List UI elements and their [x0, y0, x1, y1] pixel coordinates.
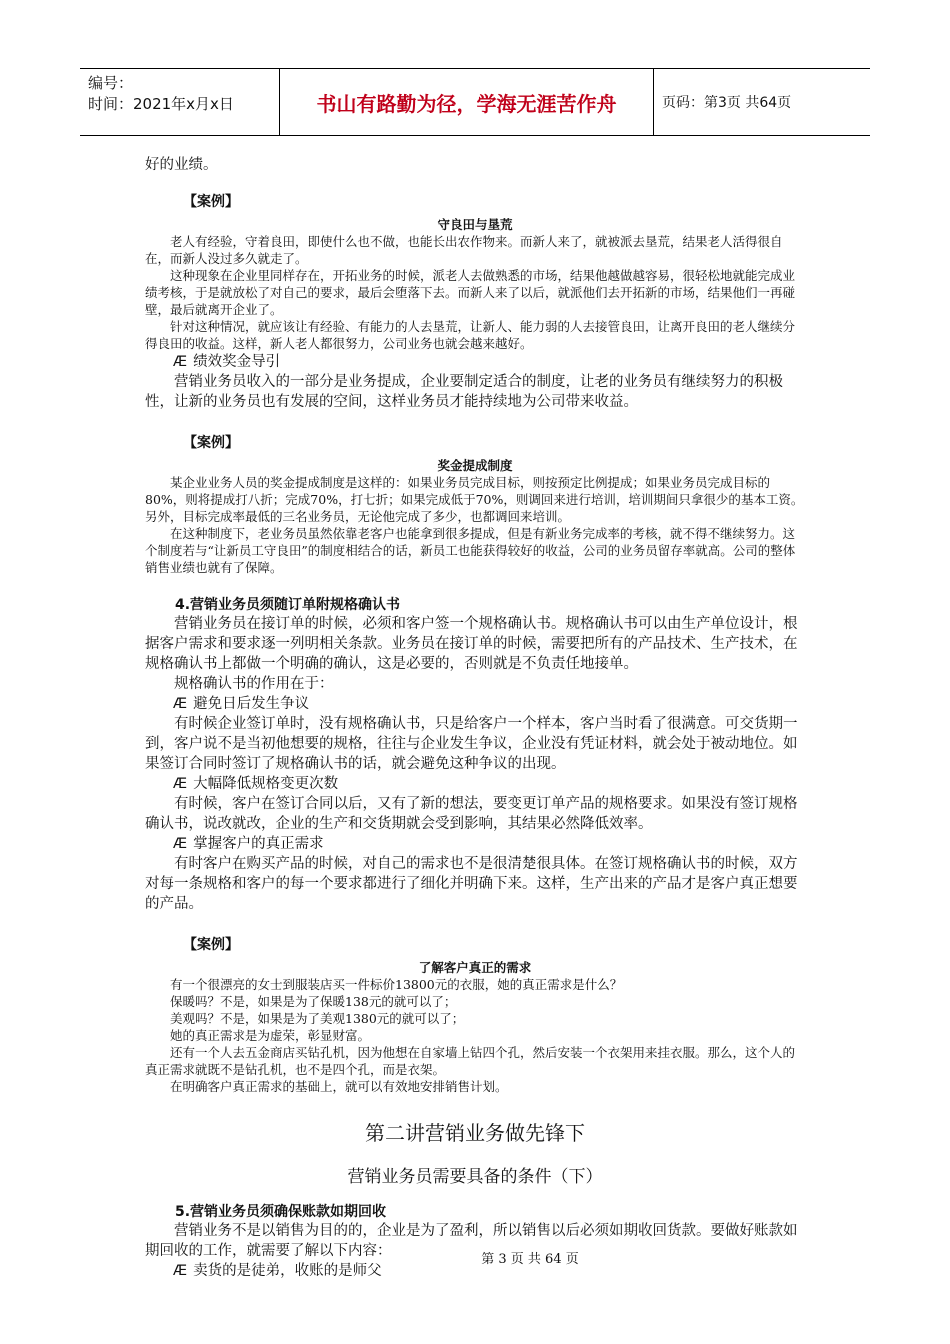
paragraph: 营销业务不是以销售为目的的，企业是为了盈利，所以销售以后必须如期收回货款。要做好账款如期回收的工作，就需要了解以下内容：: [145, 1223, 798, 1259]
case-paragraph: 有一个很漂亮的女士到服装店买一件标价13800元的衣服，她的真正需求是什么？: [170, 977, 623, 992]
case-paragraph: 老人有经验，守着良田，即使什么也不做，也能长出农作物来。而新人来了，就被派去垦荒，结果老人活得很自在，而新人没过多久就走了。: [145, 234, 783, 266]
case-label: 【案例】: [183, 435, 239, 451]
case-paragraph: 在明确客户真正需求的基础上，就可以有效地安排销售计划。: [170, 1079, 508, 1094]
bullet-glyph: Æ: [173, 1263, 188, 1279]
bullet-glyph: Æ: [173, 354, 188, 370]
paragraph: 营销业务员在接订单的时候，必须和客户签一个规格确认书。规格确认书可以由生产单位设计，根据客户需求和要求逐一列明相关条款。业务员在接订单的时候，需要把所有的产品技术、生产技术，在规格确认书上都做一个明确的确认，这是必要的，否则就是不负责任地接单。: [145, 616, 798, 672]
header-meta: [80, 69, 280, 135]
paragraph: 有时候企业签订单时，没有规格确认书，只是给客户一个样本，客户当时看了很满意。可交货期一到，客户说不是当初他想要的规格，往往与企业发生争议，企业没有凭证材料，就会处于被动地位。如果签订合同时签订了规格确认书的话，就会避免这种争议的出现。: [145, 716, 798, 772]
bullet-item: [145, 694, 805, 714]
bullet-glyph: Æ: [173, 836, 188, 852]
lecture-subtitle: 营销业务员需要具备的条件（下）: [347, 1167, 603, 1187]
paragraph: 营销业务员收入的一部分是业务提成，企业要制定适合的制度，让老的业务员有继续努力的积极性，让新的业务员也有发展的空间，这样业务员才能持续地为公司带来收益。: [145, 374, 783, 410]
bullet-item: [145, 352, 805, 372]
bullet-glyph: Æ: [173, 776, 188, 792]
doc-number-label: 编号：: [88, 74, 134, 92]
header-page-label: 页码：第3页 共64页: [662, 95, 792, 111]
case-label: 【案例】: [183, 194, 239, 210]
paragraph: 有时客户在购买产品的时候，对自己的需求也不是很清楚很具体。在签订规格确认书的时候，双方对每一条规格和客户的每一个要求都进行了细化并明确下来。这样，生产出来的产品才是客户真正想要的产品。: [145, 856, 798, 912]
section-title: 4.营销业务员须随订单附规格确认书: [175, 597, 401, 613]
bullet-item: [145, 774, 805, 794]
bullet-text: 卖货的是徒弟，收账的是师父: [193, 1263, 382, 1279]
bullet-glyph: Æ: [173, 696, 188, 712]
paragraph: 规格确认书的作用在于：: [174, 676, 334, 692]
case-paragraph: 还有一个人去五金商店买钻孔机，因为他想在自家墙上钻四个孔，然后安装一个衣架用来挂衣服。那么，这个人的真正需求就既不是钻孔机，也不是四个孔，而是衣架。: [145, 1045, 796, 1077]
bullet-item: [145, 834, 805, 854]
bullet-text: 避免日后发生争议: [193, 696, 310, 712]
bullet-text: 大幅降低规格变更次数: [193, 776, 339, 792]
case-paragraph: 美观吗？不是，如果是为了美观1380元的就可以了；: [170, 1011, 465, 1026]
paragraph: 有时候，客户在签订合同以后，又有了新的想法，要变更订单产品的规格要求。如果没有签订规格确认书，说改就改，企业的生产和交货期就会受到影响，其结果必然降低效率。: [145, 796, 798, 832]
case-paragraph: 在这种制度下，老业务员虽然依靠老客户也能拿到很多提成，但是有新业务完成率的考核，就不得不继续努力。这个制度若与“让新员工守良田”的制度相结合的话，新员工也能获得较好的收益，公司的业务员留存率就高。公司的整体销售业绩也就有了保障。: [145, 526, 796, 575]
case-title: 守良田与垦荒: [437, 217, 513, 232]
case-paragraph: 保暖吗？不是，如果是为了保暖138元的就可以了；: [170, 994, 457, 1009]
page-footer: 第 3 页 共 64 页: [481, 1252, 579, 1267]
document-body: [145, 155, 805, 1281]
case-label: 【案例】: [183, 937, 239, 953]
header-motto: 书山有路勤为径，学海无涯苦作舟: [280, 69, 654, 135]
page-header: [80, 68, 870, 136]
bullet-text: 绩效奖金导引: [193, 354, 281, 370]
section-title: 5.营销业务员须确保账款如期回收: [175, 1204, 387, 1220]
case-paragraph: 她的真正需求是为虚荣，彰显财富。: [170, 1028, 371, 1043]
paragraph: 好的业绩。: [145, 157, 218, 173]
case-paragraph: 针对这种情况，就应该让有经验、有能力的人去垦荒，让新人、能力弱的人去接管良田，让离开良田的老人继续分得良田的收益。这样，新人老人都很努力，公司业务也就会越来越好。: [145, 319, 796, 351]
doc-time-label: 时间：2021年x月x日: [88, 95, 234, 113]
case-paragraph: 某企业业务人员的奖金提成制度是这样的：如果业务员完成目标，则按预定比例提成；如果业务员完成目标的80%，则将提成打八折；完成70%，打七折；如果完成低于70%，则调回来进行培训，培训期间只拿很少的基本工资。另外，目标完成率最低的三名业务员，无论他完成了多少，也都调回来培训。: [145, 475, 804, 524]
bullet-text: 掌握客户的真正需求: [193, 836, 324, 852]
lecture-title: 第二讲营销业务做先锋下: [365, 1121, 585, 1145]
case-title: 奖金提成制度: [437, 458, 513, 473]
case-title: 了解客户真正的需求: [418, 960, 532, 975]
case-paragraph: 这种现象在企业里同样存在，开拓业务的时候，派老人去做熟悉的市场，结果他越做越容易，很轻松地就能完成业绩考核，于是就放松了对自己的要求，最后会堕落下去。而新人来了以后，就派他们去开拓新的市场，结果他们一再碰壁，最后就离开企业了。: [145, 268, 796, 317]
